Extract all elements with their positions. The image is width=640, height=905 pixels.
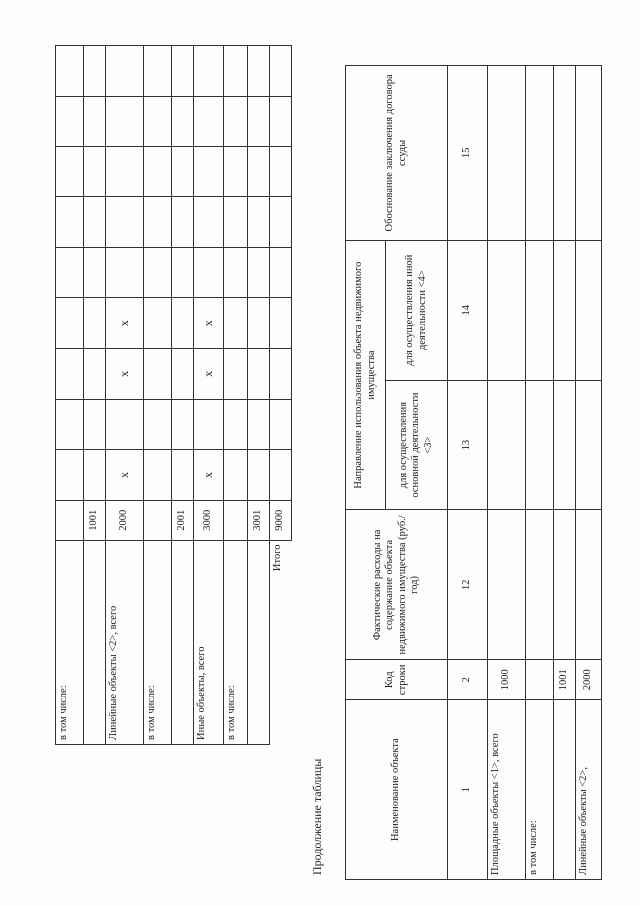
x-mark: x [106, 450, 144, 501]
x-mark: x [194, 349, 224, 400]
table-row [84, 46, 106, 745]
row-code: 1001 [554, 660, 576, 700]
row-code [224, 500, 248, 540]
row-name: Линейные объекты <2>, [576, 700, 602, 880]
continuation-title: Продолжение таблицы [310, 758, 324, 875]
x-mark: x [106, 298, 144, 349]
col-number: 14 [448, 240, 488, 380]
header-direction: Направление использования объекта недвижимого имущества [346, 240, 386, 510]
header-other-activity: для осуществления иной деятельности <4> [386, 240, 448, 380]
header-main-activity: для осуществления основной деятельности <3> [386, 380, 448, 510]
x-mark: x [106, 349, 144, 400]
x-mark: x [194, 298, 224, 349]
row-code: 3000 [194, 500, 224, 540]
row-name: в том числе: [526, 700, 554, 880]
row-name [84, 540, 106, 744]
table-row [194, 46, 224, 745]
row-name: в том числе: [56, 540, 84, 744]
row-code: 2001 [172, 500, 194, 540]
row-name: Площадные объекты <1>, всего [488, 700, 526, 880]
row-code [56, 500, 84, 540]
total-code: 9000 [270, 500, 292, 540]
x-mark: x [194, 450, 224, 501]
table-row [144, 46, 172, 745]
table-row [106, 46, 144, 745]
header-row [346, 66, 386, 880]
header-row-code: Код строки [346, 660, 448, 700]
total-label: Итого [272, 544, 283, 572]
row-code: 3001 [248, 500, 270, 540]
row-code: 1001 [84, 500, 106, 540]
row-name [248, 540, 270, 744]
table-row [576, 66, 602, 880]
table-row [248, 46, 270, 745]
header-object-name: Наименование объекта [346, 700, 448, 880]
table-row [56, 46, 84, 745]
row-code [526, 660, 554, 700]
row-code: 2000 [106, 500, 144, 540]
table-row [554, 66, 576, 880]
table-row [172, 46, 194, 745]
table-row [224, 46, 248, 745]
col-number: 13 [448, 380, 488, 510]
row-name: Линейные объекты <2>, всего [106, 540, 144, 744]
continuation-table [345, 65, 602, 880]
row-name [554, 700, 576, 880]
row-name [172, 540, 194, 744]
top-table [55, 45, 292, 745]
row-name: в том числе: [144, 540, 172, 744]
col-number: 2 [448, 660, 488, 700]
table-row [488, 66, 526, 880]
col-number: 1 [448, 700, 488, 880]
col-number: 15 [448, 66, 488, 241]
row-code: 2000 [576, 660, 602, 700]
row-name: в том числе: [224, 540, 248, 744]
table-row-total [270, 46, 292, 745]
header-basis: Обоснование заключения договора ссуды [346, 66, 448, 241]
row-code: 1000 [488, 660, 526, 700]
table-row [526, 66, 554, 880]
header-expenses: Фактические расходы на содержание объекта недвижимого имущества (руб./год) [346, 510, 448, 660]
col-number: 12 [448, 510, 488, 660]
column-number-row [448, 66, 488, 880]
row-name: Иные объекты, всего [194, 540, 224, 744]
row-code [144, 500, 172, 540]
